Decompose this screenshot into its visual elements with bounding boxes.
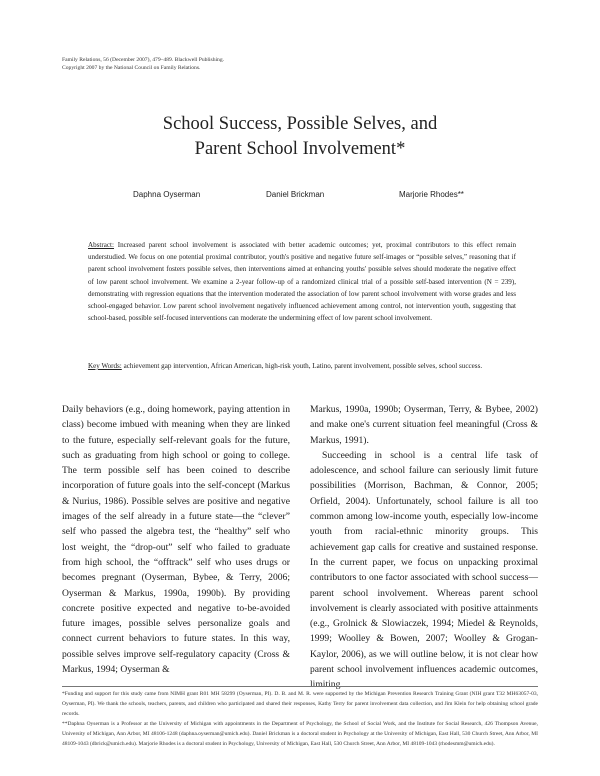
body-column-right xyxy=(310,402,538,693)
body-paragraph-1: Daily behaviors (e.g., doing homework, paying attention in class) become imbued with meaning when they are linked to the future, especially self-relevant goals for the future, such as graduating from high school or going to college. The term possible self has been coined to describe incorporation of future goals into the self-concept (Markus & Nurius, 1986). Possible selves are positive and negative images of the self already in a future state—the “clever” self who passed the algebra test, the “healthy” self who lost weight, the “drop-out” self who failed to graduate from high school, the “offtrack” self who uses drugs or becomes pregnant (Oyserman, Bybee, & Terry, 2006; Oyserman & Markus, 1990a, 1990b). By providing concrete positive expected and negative to-be-avoided future images, possible selves personalize goals and connect current behaviors to future states. In this way, possible selves improve self-regulatory capacity (Cross & Markus, 1994; Oyserman & xyxy=(62,404,290,676)
copyright-notice: Copyright 2007 by the National Council on Family Relations. xyxy=(62,65,201,71)
body-paragraph-2: Succeeding in school is a central life task of adolescence, and school failure can seriously limit future possibilities (Morrison, Bachman, & Connor, 2005; Orfield, 2004). Unfortunately, school failure is all too common among low-income youth, especially low-income youth from racial-ethnic minority groups. This achievement gap calls for creative and sustained response. In the current paper, we focus on unpacking proximal contributors to one factor associated with school success—parent school involvement. Whereas parent school involvement is clearly associated with positive attainments (e.g., Grolnick & Slowiaczek, 1994; Miedel & Reynolds, 1999; Woolley & Bowen, 2007; Woolley & Grogan-Kaylor, 2006), as we will outline below, it is not clear how parent school involvement influences academic outcomes, limiting xyxy=(310,449,538,691)
footnote-affiliations: **Daphna Oyserman is a Professor at the University of Michigan with appointments in the Department of Psychology, the School of Social Work, and the Institute for Social Research, 426 Thompson Avenue, University of Michigan, Ann Arbor, MI 48106-1248 (daphna.oyserman@umich.edu). Daniel Brickman is a doctoral student in Psychology at the University of Michigan, East Hall, 530 Church Street, Ann Arbor, MI 48109-1043 (dbrick@umich.edu). Marjorie Rhodes is a doctoral student in Psychology, University of Michigan, East Hall, 530 Church Street, Ann Arbor, MI 48109-1043 (rhodesmm@umich.edu). xyxy=(62,721,538,747)
keywords xyxy=(88,360,516,372)
journal-citation: Family Relations, 56 (December 2007), 479–489. Blackwell Publishing. xyxy=(62,57,225,63)
title-line-2: Parent School Involvement* xyxy=(194,139,406,159)
footnote-divider xyxy=(62,686,538,687)
abstract xyxy=(88,239,516,324)
body-column-left xyxy=(62,402,290,677)
abstract-text: Increased parent school involvement is associated with better academic outcomes; yet, proximal contributors to this effect remain understudied. We focus on one potential proximal contributor, youth's positive and negative future self-images or “possible selves,” reasoning that if parent school involvement fosters possible selves, then interventions aimed at enhancing youths' possible selves should moderate the negative effect of low parent school involvement. We examine a 2-year follow-up of a randomized clinical trial of a possible self-based intervention (N = 239), demonstrating with regression equations that the intervention moderated the association of low parent school involvement with worse grades and less school-engaged behavior. Low parent school involvement negatively influenced achievement among control, not intervention youth, suggesting that school-based, possible self-focused interventions can moderate the undermining effect of low parent school involvement. xyxy=(88,241,517,323)
title-line-1: School Success, Possible Selves, and xyxy=(162,114,438,134)
paper-title xyxy=(0,112,600,162)
abstract-label: Abstract: xyxy=(88,241,115,249)
keywords-label: Key Words: xyxy=(88,362,122,370)
author-1: Daphna Oyserman xyxy=(133,190,201,199)
author-2: Daniel Brickman xyxy=(266,190,325,199)
body-paragraph-1-continued: Markus, 1990a, 1990b; Oyserman, Terry, & Bybee, 2002) and make one's current situation feel meaningful (Cross & Markus, 1991). xyxy=(310,404,538,446)
keywords-text: achievement gap intervention, African American, high-risk youth, Latino, parent involvement, possible selves, school success. xyxy=(123,362,483,370)
footnote-funding: *Funding and support for this study came from NIMH grant R01 MH 58299 (Oyserman, PI). D. B. and M. R. were supported by the Michigan Prevention Research Training Grant (NIH grant T32 MH63057-03, Oyserman, PI). We thank the schools, teachers, parents, and children who participated and shared their responses, Kathy Terry for parent involvement data collection, and Jim Klein for help obtaining school grade records. xyxy=(62,691,538,717)
author-3: Marjorie Rhodes** xyxy=(399,190,464,199)
